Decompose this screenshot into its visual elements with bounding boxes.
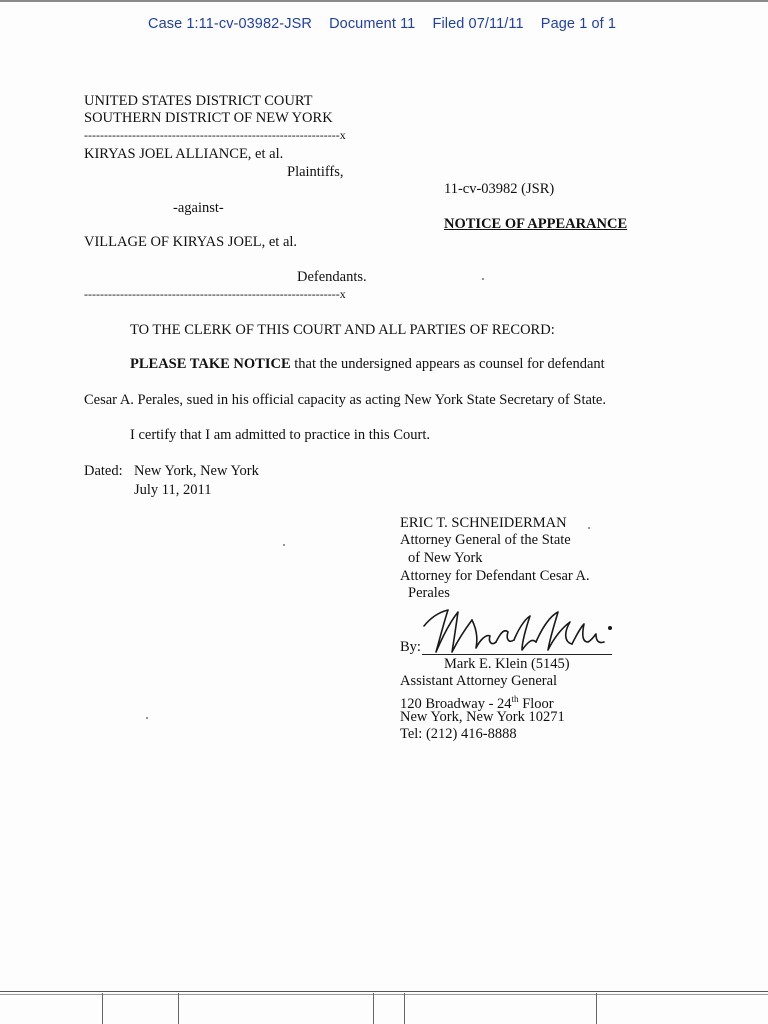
by-label: By: [400, 639, 421, 655]
defendant-name: VILLAGE OF KIRYAS JOEL, et al. [84, 234, 298, 250]
notice-paragraph-line2: Cesar A. Perales, sued in his official capacity as acting New York State Secretary of State. [84, 392, 606, 408]
bottom-vline-3 [373, 993, 374, 1024]
notice-paragraph-line1 [130, 356, 605, 373]
scan-speck [283, 544, 285, 546]
bottom-rule-lower [0, 994, 768, 995]
filed-date-header: Filed 07/11/11 [432, 16, 524, 32]
caption-divider-bottom: ----------------------------------------------------------------x [84, 287, 346, 301]
notice-bold-phrase: PLEASE TAKE NOTICE [130, 356, 291, 372]
caption-divider-top: ----------------------------------------------------------------x [84, 128, 346, 142]
notice-text: that the undersigned appears as counsel for defendant [290, 356, 605, 372]
dated-place: New York, New York [134, 463, 259, 479]
bottom-rule-upper [0, 991, 768, 992]
court-name-line2: SOUTHERN DISTRICT OF NEW YORK [84, 110, 333, 126]
address-floor-suffix: th [511, 694, 519, 704]
address-line2: New York, New York 10271 [400, 709, 565, 725]
handwritten-signature [418, 598, 618, 664]
attorney-general-name: ERIC T. SCHNEIDERMAN [400, 515, 567, 531]
bottom-vline-5 [596, 993, 597, 1024]
defendants-label: Defendants. [297, 269, 367, 285]
ag-title-line1: Attorney General of the State [400, 532, 571, 548]
dated-date: July 11, 2011 [134, 482, 212, 498]
against-label: -against- [173, 200, 224, 216]
scan-speck [146, 717, 148, 719]
scan-speck [482, 278, 484, 280]
signer-title: Assistant Attorney General [400, 673, 558, 689]
ag-title-line2: of New York [408, 550, 483, 566]
top-border [0, 0, 768, 2]
bottom-vline-1 [102, 993, 103, 1024]
address-street: 120 Broadway - 24 [400, 695, 512, 712]
case-number: 11-cv-03982 (JSR) [444, 181, 555, 197]
address-floor: Floor [518, 695, 554, 712]
ag-title-line4: Perales [408, 585, 450, 601]
dated-label: Dated: [84, 463, 123, 479]
scan-speck [588, 527, 590, 529]
ecf-header [148, 16, 616, 32]
signer-name: Mark E. Klein (5145) [444, 656, 570, 672]
page-number-header: Page 1 of 1 [540, 16, 617, 32]
document-number-header: Document 11 [329, 16, 416, 32]
plaintiffs-label: Plaintiffs, [287, 164, 344, 180]
ag-title-line3: Attorney for Defendant Cesar A. [400, 568, 590, 584]
telephone: Tel: (212) 416-8888 [400, 726, 517, 742]
bottom-vline-2 [178, 993, 179, 1024]
notice-title: NOTICE OF APPEARANCE [444, 216, 628, 232]
case-number-header: Case 1:11-cv-03982-JSR [148, 16, 312, 32]
salutation: TO THE CLERK OF THIS COURT AND ALL PARTIES OF RECORD: [130, 322, 555, 338]
court-name-line1: UNITED STATES DISTRICT COURT [84, 93, 313, 109]
plaintiff-name: KIRYAS JOEL ALLIANCE, et al. [84, 146, 284, 162]
certify-statement: I certify that I am admitted to practice in this Court. [130, 427, 430, 443]
bottom-vline-4 [404, 993, 405, 1024]
